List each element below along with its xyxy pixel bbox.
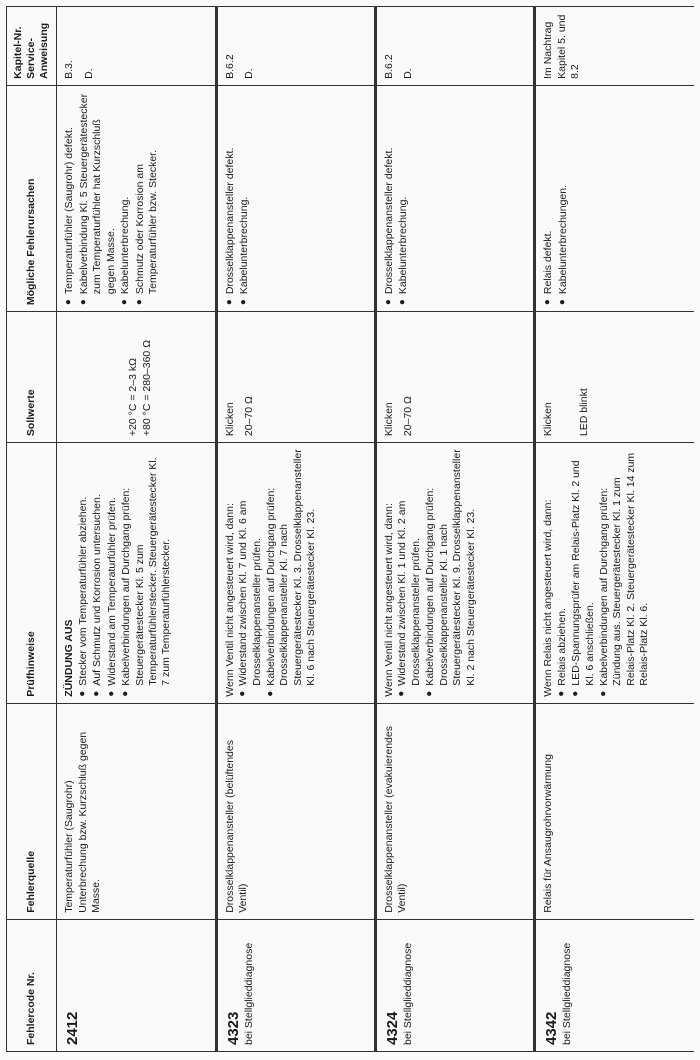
hint-title: ZÜNDUNG AUS <box>63 619 76 697</box>
fault-code: 4324 <box>383 1011 401 1045</box>
cause-item: ● Temperaturfühler (Saugrohr) defekt. <box>63 92 76 305</box>
hints-cell <box>535 443 694 704</box>
header-causes: Mögliche Fehlerursachen <box>7 85 57 311</box>
code-note: bei Stellglieddiagnose <box>242 942 255 1045</box>
fault-code-table <box>6 6 694 1052</box>
table-row <box>216 7 375 1052</box>
cause-item: ● Relais defekt. <box>542 92 555 305</box>
chapter-ref: Im Nachtrag Kapitel 5. und 8.2 <box>542 14 582 79</box>
cause-item: ● Kabelverbindung Kl. 5 Steuergerätestecker zum Temperaturfühler hat Kurzschluß gegen Masse. <box>78 92 118 305</box>
hint-item: ● Auf Schmutz und Korrosion untersuchen. <box>91 449 104 697</box>
hints-cell <box>375 443 534 704</box>
source-cell <box>535 703 694 919</box>
header-row <box>7 7 57 1052</box>
setpoint-value: Klicken <box>542 402 555 437</box>
hint-item: ● LED-Spannungsprüfer am Relais-Platz Kl. 2 und Kl. 6 anschließen. <box>570 449 597 697</box>
hint-item: ● Kabelverbindungen auf Durchgang prüfen: Steuergerätestecker Kl. 5 zum Temperaturfühlerstecker. Steuergerätestecker Kl. 7 zum Temperaturfühlerstecker. <box>120 449 174 697</box>
hint-item: ● Stecker vom Temperaturfühler abziehen. <box>77 449 90 697</box>
chapter-cell <box>375 7 534 86</box>
hint-intro: Wenn Ventil nicht angesteuert wird, dann: <box>382 503 395 697</box>
hint-item: ● Widerstand am Temperaturfühler prüfen. <box>106 449 119 697</box>
source-cell <box>216 703 375 919</box>
chapter-cell <box>57 7 216 86</box>
hint-item: ● Widerstand zwischen Kl. 7 und Kl. 6 am Drosselklappenansteller prüfen. <box>237 449 264 697</box>
source-cell <box>375 703 534 919</box>
setpoint-value: LED blinkt <box>577 388 590 437</box>
table-row <box>57 7 216 1052</box>
fault-source: Relais für Ansaugrohrvorwärmung <box>542 754 555 913</box>
code-cell <box>375 919 534 1051</box>
header-source: Fehlerquelle <box>7 703 57 919</box>
fault-source: Drosselklappenansteller (evakuierendes Ventil) <box>382 726 409 913</box>
source-cell <box>57 703 216 919</box>
values-cell <box>375 312 534 443</box>
chapter-cell <box>535 7 694 86</box>
fault-source: Drosselklappenansteller (belüftendes Ventil) <box>223 740 250 913</box>
hint-item: ● Widerstand zwischen Kl. 1 und Kl. 2 am Drosselklappenansteller prüfen. <box>396 449 423 697</box>
hint-item: ● Kabelverbindungen auf Durchgang prüfen: Drosselklappenansteller Kl. 7 nach Steuergerätestecker Kl. 3. Drosselklappenansteller Kl. 6 nach Steuergerätestecker Kl. 23. <box>265 449 319 697</box>
hints-cell <box>216 443 375 704</box>
header-hints: Prüfhinweise <box>7 443 57 704</box>
chapter-ref: D. <box>82 68 95 79</box>
fault-code: 2412 <box>64 1011 82 1045</box>
causes-cell <box>535 85 694 311</box>
fault-code: 4323 <box>224 1011 242 1045</box>
header-code: Fehlercode Nr. <box>7 919 57 1051</box>
code-cell <box>535 919 694 1051</box>
chapter-cell <box>216 7 375 86</box>
hint-intro: Wenn Ventil nicht angesteuert wird, dann: <box>223 503 236 697</box>
chapter-ref: B.3. <box>63 60 76 79</box>
cause-item: ● Kabelunterbrechung. <box>238 92 251 305</box>
setpoint-value: +80 °C = 280–360 Ω <box>140 339 153 437</box>
table-row <box>535 7 694 1052</box>
code-cell <box>216 919 375 1051</box>
header-chapter: Kapitel-Nr. Service-Anweisung <box>7 7 57 86</box>
hints-cell <box>57 443 216 704</box>
hint-item: ● Kabelverbindungen auf Durchgang prüfen: Zündung aus. Steuergerätestecker Kl. 1 zum Relais-Platz Kl. 2. Steuergerätestecker Kl. 14 zum Relais-Platz Kl. 6. <box>598 449 652 697</box>
cause-item: ● Drosselklappenansteller defekt. <box>224 92 237 305</box>
causes-cell <box>57 85 216 311</box>
setpoint-value: Klicken <box>223 402 236 437</box>
code-cell <box>57 919 216 1051</box>
setpoint-value: Klicken <box>382 402 395 437</box>
cause-item: ● Kabelunterbrechung. <box>397 92 410 305</box>
code-note: bei Stellglieddiagnose <box>561 942 574 1045</box>
setpoint-value: 20–70 Ω <box>402 396 415 437</box>
cause-item: ● Kabelunterbrechungen. <box>557 92 570 305</box>
values-cell <box>57 312 216 443</box>
hint-intro: Wenn Relais nicht angesteuert wird, dann: <box>542 499 555 697</box>
chapter-ref: D. <box>243 68 256 79</box>
cause-item: ● Schmutz oder Korrosion am Temperaturfühler bzw. Stecker. <box>134 92 161 305</box>
chapter-ref: B.6.2 <box>223 54 236 79</box>
fault-source: Temperaturfühler (Saugrohr) Unterbrechung bzw. Kurzschluß gegen Masse. <box>63 731 103 913</box>
header-values: Sollwerte <box>7 312 57 443</box>
hint-item: ● Kabelverbindungen auf Durchgang prüfen: Drosselklappenansteller Kl. 1 nach Steuergerätestecker Kl. 9. Drosselklappenansteller Kl. 2 nach Steuergerätestecker Kl. 23. <box>424 449 478 697</box>
chapter-ref: D. <box>402 68 415 79</box>
values-cell <box>535 312 694 443</box>
code-note: bei Stellglieddiagnose <box>402 942 415 1045</box>
hint-item: ● Relais abziehen. <box>556 449 569 697</box>
causes-cell <box>375 85 534 311</box>
chapter-ref: B.6.2 <box>382 54 395 79</box>
setpoint-value: +20 °C = 2–3 kΩ <box>127 358 140 437</box>
setpoint-value: 20–70 Ω <box>243 396 256 437</box>
causes-cell <box>216 85 375 311</box>
cause-item: ● Drosselklappenansteller defekt. <box>383 92 396 305</box>
fault-code: 4342 <box>543 1011 561 1045</box>
cause-item: ● Kabelunterbrechung. <box>119 92 132 305</box>
values-cell <box>216 312 375 443</box>
table-row <box>375 7 534 1052</box>
